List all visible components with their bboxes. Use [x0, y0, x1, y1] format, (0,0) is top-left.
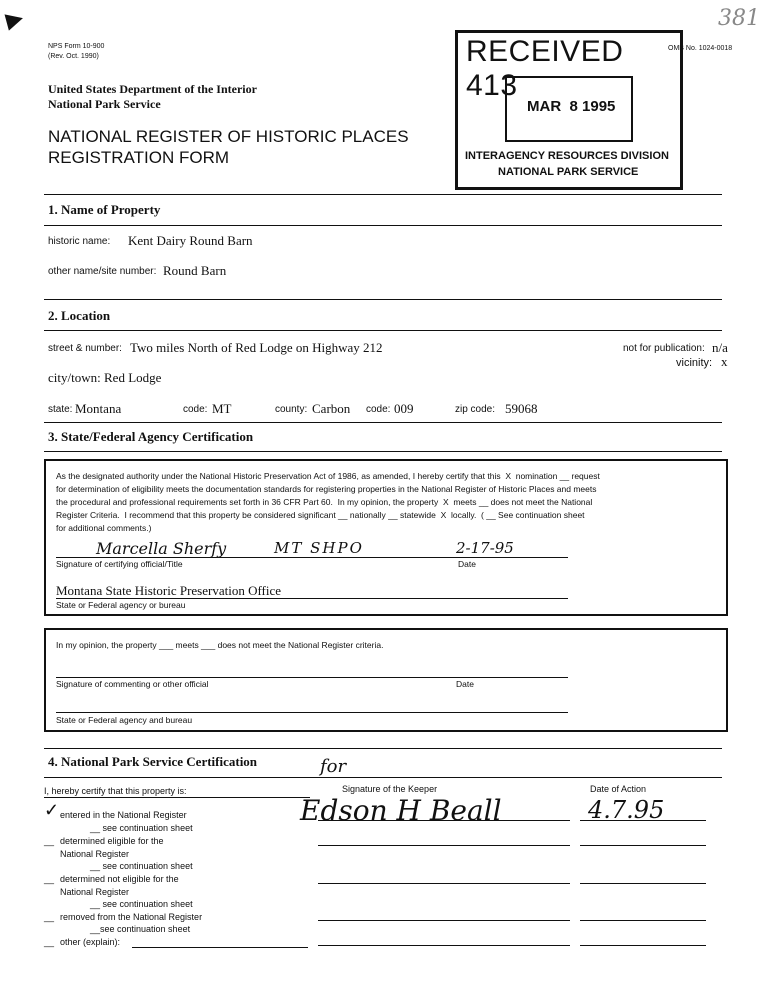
other-explain-line — [132, 947, 308, 948]
state-code-label: code: — [183, 404, 208, 415]
commenting-signature-label: Signature of commenting or other official — [56, 679, 209, 689]
status-not-eligible: determined not eligible for the — [60, 874, 179, 884]
status-eligible: determined eligible for the — [60, 836, 164, 846]
zip-value: 59068 — [505, 401, 538, 416]
certifying-date: 2-17-95 — [456, 539, 514, 557]
cert-text-line1: As the designated authority under the National Historic Preservation Act of 1986, as amended, I hereby certify that this X nomination __ request — [56, 471, 600, 481]
keeper-label: Signature of the Keeper — [342, 784, 438, 794]
certifying-title: MT SHPO — [274, 539, 364, 557]
date-of-action-value: 4.7.95 — [588, 796, 665, 824]
status-mark-not-eligible: __ — [44, 874, 55, 884]
stamp-division: INTERAGENCY RESOURCES DIVISION — [465, 150, 669, 162]
status-removed-continuation: __see continuation sheet — [90, 924, 191, 934]
received-stamp — [455, 30, 683, 190]
form-title-line2: REGISTRATION FORM — [48, 148, 230, 167]
opinion-text: In my opinion, the property ___ meets ___ does not meet the National Register criteria. — [56, 640, 384, 650]
stamp-service: NATIONAL PARK SERVICE — [498, 166, 639, 178]
commenting-agency-label: State or Federal agency and bureau — [56, 715, 193, 725]
cert-text-line3: the procedural and professional requirements set forth in 36 CFR Part 60. In my opinion, the property X meets __ does not meet the National — [56, 497, 593, 507]
omb-number: OMB No. 1024-0018 — [668, 45, 733, 52]
corner-mark: ▶ — [2, 4, 26, 33]
form-number: NPS Form 10-900 — [48, 43, 105, 50]
keeper-for-handwriting: for — [320, 756, 347, 777]
historic-name-label: historic name: — [48, 236, 111, 247]
status-eligible-line2: National Register — [60, 849, 130, 859]
state-value: Montana — [75, 401, 122, 416]
street-value: Two miles North of Red Lodge on Highway 212 — [130, 340, 383, 355]
section4-heading: 4. National Park Service Certification — [48, 754, 258, 769]
stamp-received-text: RECEIVED 413 — [466, 35, 624, 102]
nfp-label: not for publication: — [623, 343, 705, 354]
county-label: county: — [275, 404, 308, 415]
state-code-value: MT — [212, 401, 232, 416]
state-label: state: — [48, 404, 73, 415]
state-certification-box — [44, 459, 728, 616]
section3-heading: 3. State/Federal Agency Certification — [48, 429, 254, 444]
form-revision: (Rev. Oct. 1990) — [48, 53, 99, 60]
status-eligible-continuation: __ see continuation sheet — [90, 861, 193, 871]
status-not-eligible-continuation: __ see continuation sheet — [90, 899, 193, 909]
cert-text-line5: for additional comments.) — [56, 523, 152, 533]
nfp-value: n/a — [712, 340, 728, 355]
certifying-signature-label: Signature of certifying official/Title — [56, 559, 183, 569]
vicinity-value: x — [721, 354, 728, 369]
other-name-label: other name/site number: — [48, 266, 157, 277]
other-name-value: Round Barn — [163, 263, 227, 278]
city-label: city/town: — [48, 370, 101, 385]
department-name: United States Department of the Interior — [48, 82, 257, 96]
city-value: Red Lodge — [104, 370, 162, 385]
county-code-value: 009 — [394, 401, 414, 416]
zip-label: zip code: — [455, 404, 496, 415]
nps-cert-intro: I, hereby certify that this property is: — [44, 786, 187, 796]
agency-value: Montana State Historic Preservation Office — [56, 583, 282, 598]
county-value: Carbon — [312, 401, 351, 416]
stamp-date: MAR 8 1995 — [527, 98, 616, 115]
status-other: other (explain): — [60, 937, 121, 947]
cert-text-line4: Register Criteria. I recommend that this property be considered significant __ nationally __ statewide X locally. ( __ See continuation sheet — [56, 510, 585, 520]
status-entered: entered in the National Register — [60, 810, 187, 820]
status-not-eligible-line2: National Register — [60, 887, 130, 897]
street-label: street & number: — [48, 343, 122, 354]
keeper-signature: Edson H Beall — [300, 794, 502, 827]
handwritten-number: 381 — [718, 6, 760, 31]
commenting-official-box — [44, 628, 728, 732]
agency-label: State or Federal agency or bureau — [56, 600, 186, 610]
certifying-signature: Marcella Sherfy — [96, 539, 227, 558]
cert-text-line2: for determination of eligibility meets the documentation standards for registering properties in the National Register of Historic Places and meets — [56, 484, 597, 494]
section1-heading: 1. Name of Property — [48, 202, 161, 217]
historic-name-value: Kent Dairy Round Barn — [128, 233, 253, 248]
form-title-line1: NATIONAL REGISTER OF HISTORIC PLACES — [48, 127, 409, 146]
vicinity-label: vicinity: — [676, 357, 713, 369]
status-mark-entered: ✓ — [44, 800, 60, 820]
date-of-action-label: Date of Action — [590, 784, 647, 794]
status-mark-other: __ — [44, 937, 55, 947]
commenting-date-label: Date — [456, 679, 474, 689]
status-removed: removed from the National Register — [60, 912, 203, 922]
status-entered-continuation: __ see continuation sheet — [90, 823, 193, 833]
section2-heading: 2. Location — [48, 308, 111, 323]
service-name: National Park Service — [48, 97, 161, 111]
certifying-date-label: Date — [458, 559, 476, 569]
status-mark-removed: __ — [44, 912, 55, 922]
stamp-date-box — [505, 76, 633, 142]
status-mark-eligible: __ — [44, 836, 55, 846]
county-code-label: code: — [366, 404, 391, 415]
